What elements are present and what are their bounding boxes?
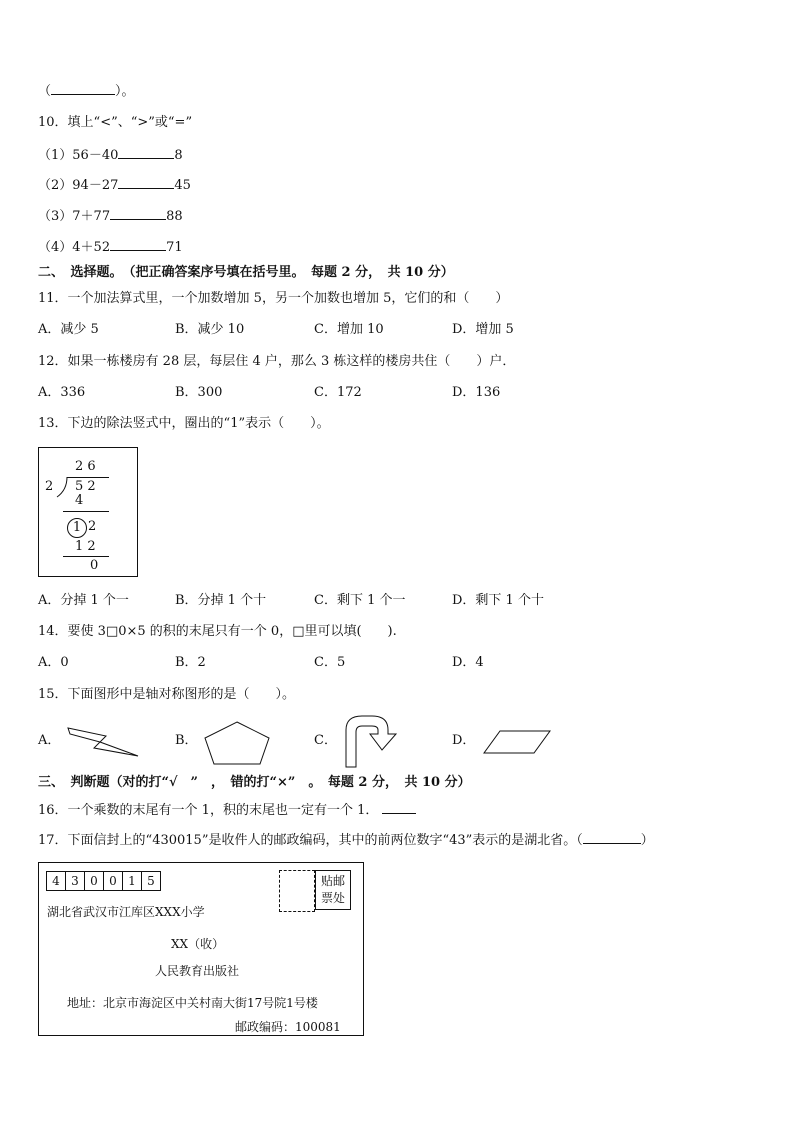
division-divisor: 2	[45, 479, 54, 494]
q15-option-a[interactable]: A．	[38, 733, 61, 748]
division-bracket	[55, 476, 69, 498]
q11-option-d[interactable]: D．增加 5	[452, 322, 514, 337]
question-16-stem: 16．一个乘数的末尾有一个 1，积的末尾也一定有一个 1．	[38, 801, 416, 820]
answer-blank[interactable]	[583, 831, 641, 844]
q14-option-d[interactable]: D．4	[452, 655, 484, 670]
zip-digit: 1	[122, 871, 142, 891]
question-10-stem: 10．填上“<”、“>”或“=”	[38, 115, 193, 130]
sender-name: 人民教育出版社	[155, 964, 240, 978]
division-line-1	[63, 511, 109, 512]
division-step-1: 4	[75, 493, 84, 508]
q13-option-c[interactable]: C．剩下 1 个一	[314, 593, 406, 608]
sender-address: 地址：北京市海淀区中关村南大街17号院1号楼	[67, 996, 318, 1010]
question-14-stem: 14．要使 3□0×5 的积的末尾只有一个 0，□里可以填( ).	[38, 624, 397, 639]
division-quotient: 2 6	[75, 459, 96, 474]
long-division-figure	[38, 447, 138, 577]
q13-option-d[interactable]: D．剩下 1 个十	[452, 593, 544, 608]
q12-option-d[interactable]: D．136	[452, 385, 501, 400]
q14-option-c[interactable]: C．5	[314, 655, 346, 670]
q13-option-b[interactable]: B．分掉 1 个十	[175, 593, 267, 608]
zip-digit: 0	[84, 871, 104, 891]
sender-postcode: 邮政编码：100081	[235, 1020, 341, 1034]
zip-digit: 3	[65, 871, 85, 891]
zip-digit: 4	[46, 871, 66, 891]
answer-blank[interactable]	[382, 801, 416, 814]
q15-option-d[interactable]: D．	[452, 733, 476, 748]
recipient-address: 湖北省武汉市江库区XXX小学	[47, 905, 205, 919]
division-step-3: 1 2	[75, 539, 96, 554]
lightning-shape-icon	[66, 722, 140, 762]
division-line-2	[63, 556, 109, 557]
q11-option-a[interactable]: A．减少 5	[38, 322, 99, 337]
q11-option-b[interactable]: B．减少 10	[175, 322, 245, 337]
answer-blank[interactable]	[110, 207, 166, 220]
q12-option-b[interactable]: B．300	[175, 385, 223, 400]
stamp-placeholder	[279, 870, 315, 912]
section-2-heading: 二、 选择题。 （把正确答案序号填在括号里。 每题 2 分， 共 10 分）	[38, 265, 454, 280]
q10-item-4: （4）4＋52 71	[38, 240, 183, 255]
question-12-stem: 12．如果一栋楼房有 28 层，每层住 4 户，那么 3 栋这样的楼房共住（ ）户．	[38, 354, 516, 369]
q12-option-a[interactable]: A．336	[38, 385, 86, 400]
answer-blank[interactable]	[51, 82, 115, 95]
stamp-area-label: 贴邮 票处	[315, 870, 351, 910]
q10-item-3: （3）7＋77 88	[38, 209, 183, 224]
answer-blank[interactable]	[118, 176, 174, 189]
q15-option-c[interactable]: C．	[314, 733, 337, 748]
q9-answer-line: （ ）。	[38, 84, 135, 99]
q10-item-2: （2）94－27 45	[38, 178, 191, 193]
division-step-2: 2	[88, 519, 97, 534]
question-13-stem: 13．下边的除法竖式中，圈出的“1”表示（ ）。	[38, 416, 330, 431]
recipient-name: XX（收）	[171, 937, 225, 951]
parallelogram-shape-icon	[480, 728, 554, 756]
zip-code-boxes	[47, 871, 161, 891]
division-remainder: 0	[90, 558, 99, 573]
zip-digit: 5	[141, 871, 161, 891]
question-15-stem: 15．下面图形中是轴对称图形的是（ ）。	[38, 687, 296, 702]
curved-arrow-shape-icon	[340, 712, 402, 768]
q15-option-b[interactable]: B．	[175, 733, 198, 748]
division-bar	[67, 477, 109, 478]
answer-blank[interactable]	[110, 238, 166, 251]
question-17-stem: 17．下面信封上的“430015”是收件人的邮政编码，其中的前两位数字“43”表示的是湖北省。（ ）	[38, 833, 654, 848]
division-dividend: 5 2	[75, 479, 96, 494]
zip-digit: 0	[103, 871, 123, 891]
q13-option-a[interactable]: A．分掉 1 个一	[38, 593, 129, 608]
answer-blank[interactable]	[118, 146, 174, 159]
pentagon-shape-icon	[202, 720, 272, 766]
q12-option-c[interactable]: C．172	[314, 385, 362, 400]
q10-item-1: （1）56－40 8	[38, 148, 183, 163]
section-3-heading: 三、 判断题（对的打“√ ” ， 错的打“×” 。 每题 2 分， 共 10 分）	[38, 775, 471, 790]
envelope	[38, 862, 364, 1036]
question-11-stem: 11．一个加法算式里，一个加数增加 5，另一个加数也增加 5，它们的和（ ）	[38, 291, 509, 306]
circled-digit: 1	[67, 518, 87, 538]
q14-option-a[interactable]: A．0	[38, 655, 69, 670]
q14-option-b[interactable]: B．2	[175, 655, 206, 670]
q11-option-c[interactable]: C．增加 10	[314, 322, 384, 337]
